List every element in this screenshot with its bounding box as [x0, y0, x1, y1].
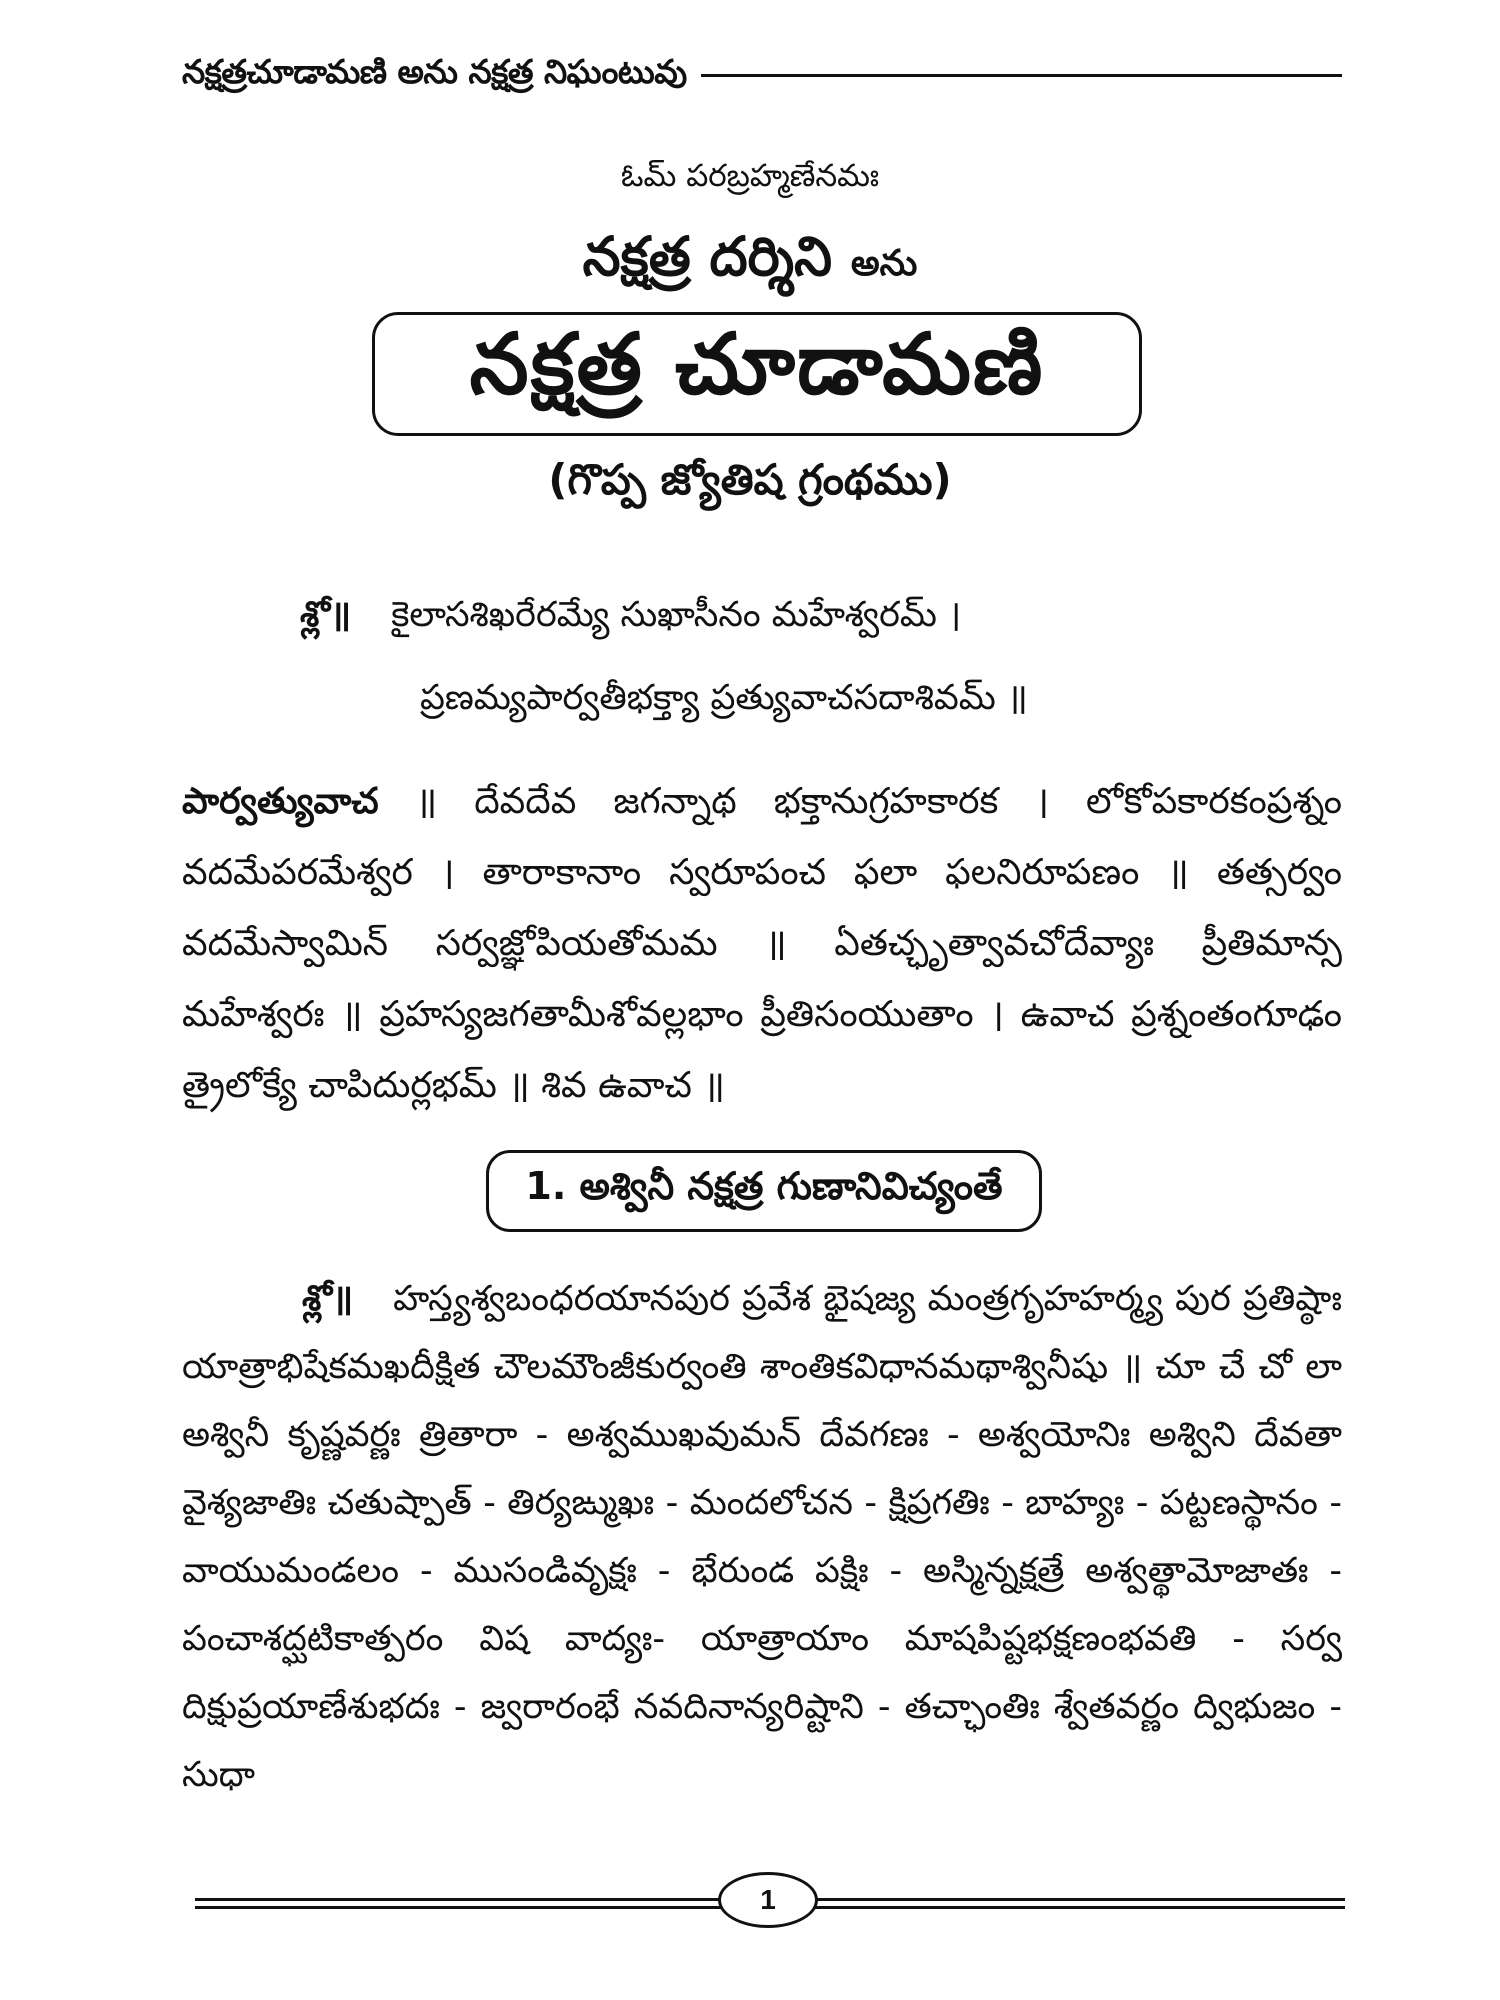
- running-header: [182, 50, 1342, 100]
- header-rule: [701, 74, 1342, 77]
- opening-verse-line-1: [300, 595, 961, 643]
- title-line-main: నక్షత్ర దర్శిని: [582, 225, 833, 288]
- book-title-box: [372, 312, 1142, 436]
- title-line-anu: అను: [850, 243, 918, 284]
- book-title: నక్షత్ర చూడామణి: [469, 314, 1045, 413]
- page-number: 1: [718, 1872, 818, 1928]
- section-heading: 1. అశ్వినీ నక్షత్ర గుణానివిచ్యంతే: [525, 1164, 1003, 1208]
- parvati-passage: [182, 766, 1342, 1121]
- verse-text: కైలాసశిఖరేరమ్యే సుఖాసీనం మహేశ్వరమ్ ।: [391, 595, 962, 635]
- opening-verse-line-2: ప్రణమ్యపార్వతీభక్త్యా ప్రత్యువాచసదాశివమ్ ॥: [420, 678, 1028, 718]
- section-heading-box: [486, 1150, 1042, 1232]
- verse-text: హస్త్యశ్వబంధరయానపుర ప్రవేశ భైషజ్య మంత్రగృహహర్మ్య పుర ప్రతిష్ఠాః యాత్రాభిషేకమఖదీక్షిత చౌలమౌంజీకుర్వంతి శాంతికవిధానమథాశ్వినీషు ॥ చూ చే చో లా అశ్వినీ కృష్ణవర్ణః త్రితారా - అశ్వముఖవుమన్ దేవగణః - అశ్వయోనిః అశ్విని దేవతా వైశ్యజాతిః చతుష్పాత్ - తిర్యఙ్ముఖః - మందలోచన - క్షిప్రగతిః - బాహ్యః - పట్టణస్థానం - వాయుమండలం - ముసండివృక్షః - భేరుండ పక్షిః - అస్మిన్నక్షత్రే అశ్వత్థామోజాతః - పంచాశద్ఘటికాత్పరం విష వాద్యః- యాత్రాయాం మాషపిష్టభక్షణంభవతి - సర్వ దిక్షుప్రయాణేశుభదః - జ్వరారంభే నవదినాన్యరిష్టాని - తచ్ఛాంతిః శ్వేతవర్ణం ద్విభుజం - సుధా: [182, 1279, 1342, 1795]
- invocation: ఓమ్ పరబ్రహ్మణేనమః: [620, 158, 880, 194]
- passage-text: ॥ దేవదేవ జగన్నాథ భక్తానుగ్రహకారక । లోకోపకారకంప్రశ్నం వదమేపరమేశ్వర । తారాకానాం స్వరూపంచ ఫలా ఫలనిరూపణం ॥ తత్సర్వం వదమేస్వామిన్ సర్వజ్ఞోపియతోమమ ॥ ఏతచ్ఛృత్వావచోదేవ్యాః ప్రీతిమాన్స మహేశ్వరః ॥ ప్రహస్యజగతామీశోవల్లభాం ప్రీతిసంయుతాం । ఉవాచ ప్రశ్నంతంగూఢం త్రైలోక్యే చాపిదుర్లభమ్ ॥ శివ ఉవాచ ॥: [182, 781, 1342, 1106]
- running-header-text: నక్షత్రచూడామణి అను నక్షత్ర నిఘంటువు: [182, 51, 687, 91]
- sloka-mark: శ్లో॥: [302, 1279, 354, 1319]
- subtitle: (గొప్ప జ్యోతిష గ్రంథము): [548, 455, 952, 504]
- sloka-mark: శ్లో॥: [300, 595, 352, 635]
- passage-lead: పార్వత్యువాచ: [182, 781, 379, 822]
- title-line: [0, 225, 1500, 302]
- ashwini-verse: [182, 1265, 1342, 1809]
